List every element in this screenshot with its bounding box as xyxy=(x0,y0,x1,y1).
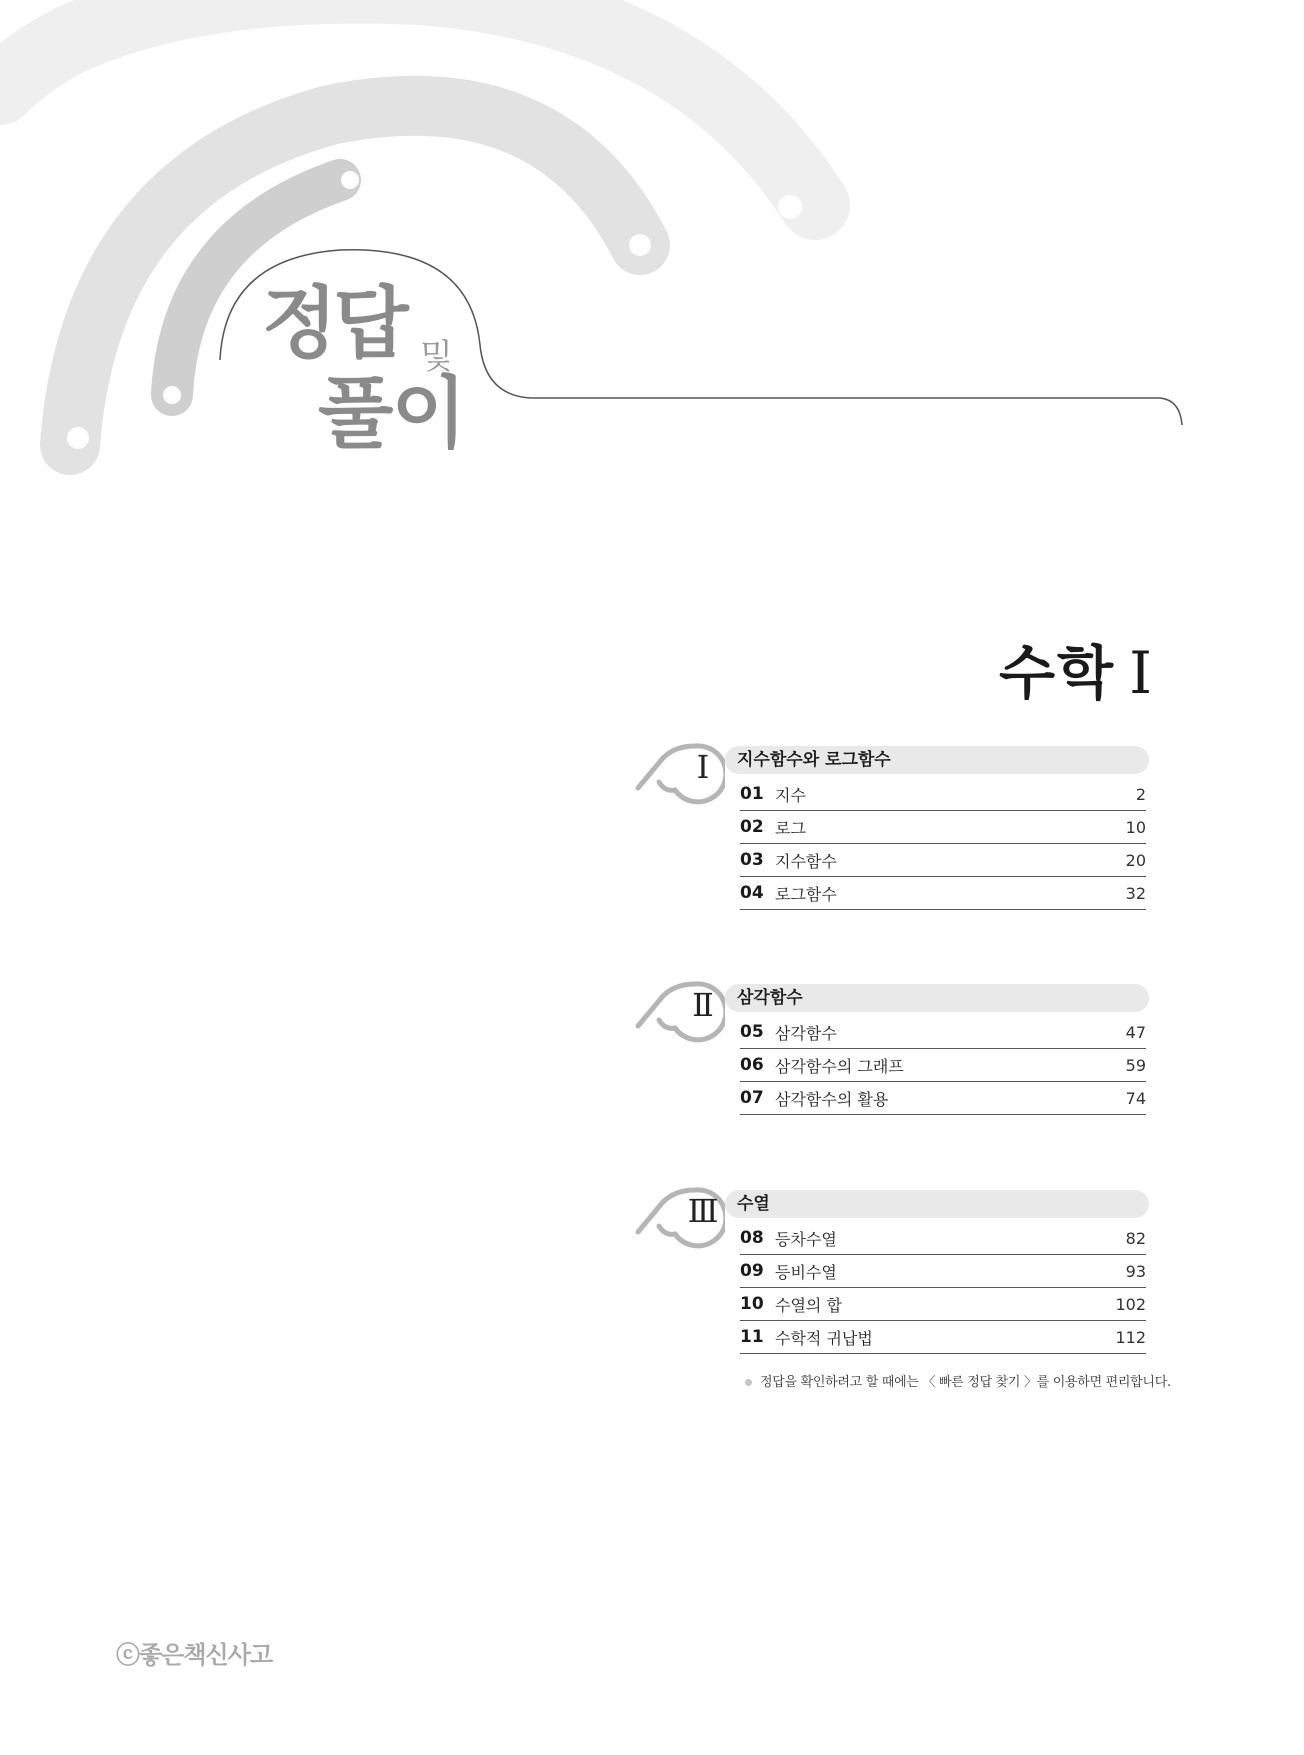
toc-row[interactable] xyxy=(740,1049,1146,1082)
item-number: 05 xyxy=(740,1022,764,1042)
item-page: 93 xyxy=(1125,1261,1146,1281)
section-title: 수열 xyxy=(725,1190,1149,1218)
item-number: 08 xyxy=(740,1228,764,1248)
section-item-list xyxy=(740,1222,1146,1354)
toc-row[interactable] xyxy=(740,1255,1146,1288)
item-name: 삼각함수의 그래프 xyxy=(775,1056,904,1076)
decorative-arcs xyxy=(0,0,1304,520)
usage-note-text: 정답을 확인하려고 할 때에는 〈 빠른 정답 찾기 〉를 이용하면 편리합니다. xyxy=(760,1375,1171,1390)
section-item-list xyxy=(740,778,1146,910)
toc-row[interactable] xyxy=(740,1321,1146,1354)
item-page: 10 xyxy=(1125,817,1146,837)
cover-title-part2: 풀이 xyxy=(318,369,465,459)
toc-row[interactable] xyxy=(740,811,1146,844)
item-number: 04 xyxy=(740,883,764,903)
item-number: 09 xyxy=(740,1261,764,1281)
item-page: 74 xyxy=(1125,1088,1146,1108)
subject-title xyxy=(999,626,1154,710)
cover-title-small: 및 xyxy=(420,337,453,377)
item-name: 등차수열 xyxy=(775,1229,837,1249)
item-name: 지수함수 xyxy=(775,851,837,871)
usage-note xyxy=(745,1371,1171,1390)
item-page: 20 xyxy=(1125,850,1146,870)
item-page: 82 xyxy=(1125,1228,1146,1248)
item-page: 2 xyxy=(1135,784,1146,804)
section-2 xyxy=(635,976,1155,1126)
item-name: 로그 xyxy=(775,818,806,838)
item-number: 01 xyxy=(740,784,764,804)
publisher-logo: ⓒ좋은책신사고 xyxy=(116,1641,273,1669)
bullet-icon xyxy=(745,1379,752,1386)
toc-row[interactable] xyxy=(740,1288,1146,1321)
toc-row[interactable] xyxy=(740,1222,1146,1255)
section-numeral: Ⅲ xyxy=(687,1192,719,1230)
item-page: 32 xyxy=(1125,883,1146,903)
section-item-list xyxy=(740,1016,1146,1115)
item-number: 02 xyxy=(740,817,764,837)
section-numeral: Ⅱ xyxy=(692,986,714,1024)
subject-numeral: Ⅰ xyxy=(1129,639,1154,707)
toc-row[interactable] xyxy=(740,778,1146,811)
cover-title-part1: 정답 xyxy=(262,279,405,369)
item-number: 10 xyxy=(740,1294,764,1314)
item-page: 102 xyxy=(1115,1294,1146,1314)
toc-row[interactable] xyxy=(740,1016,1146,1049)
section-3 xyxy=(635,1182,1155,1362)
toc-row[interactable] xyxy=(740,1082,1146,1115)
section-title: 삼각함수 xyxy=(725,984,1149,1012)
item-name: 삼각함수 xyxy=(775,1023,837,1043)
item-page: 112 xyxy=(1115,1327,1146,1347)
item-name: 수학적 귀납법 xyxy=(775,1328,873,1348)
item-number: 03 xyxy=(740,850,764,870)
item-number: 07 xyxy=(740,1088,764,1108)
toc-row[interactable] xyxy=(740,877,1146,910)
section-numeral: Ⅰ xyxy=(696,748,710,786)
item-page: 59 xyxy=(1125,1055,1146,1075)
item-number: 11 xyxy=(740,1327,764,1347)
subject-name: 수학 xyxy=(999,639,1116,707)
item-page: 47 xyxy=(1125,1022,1146,1042)
toc-row[interactable] xyxy=(740,844,1146,877)
item-number: 06 xyxy=(740,1055,764,1075)
item-name: 지수 xyxy=(775,785,806,805)
section-1 xyxy=(635,738,1155,918)
item-name: 삼각함수의 활용 xyxy=(775,1089,889,1109)
section-title: 지수함수와 로그함수 xyxy=(725,746,1149,774)
item-name: 등비수열 xyxy=(775,1262,837,1282)
item-name: 수열의 합 xyxy=(775,1295,842,1315)
item-name: 로그함수 xyxy=(775,884,837,904)
